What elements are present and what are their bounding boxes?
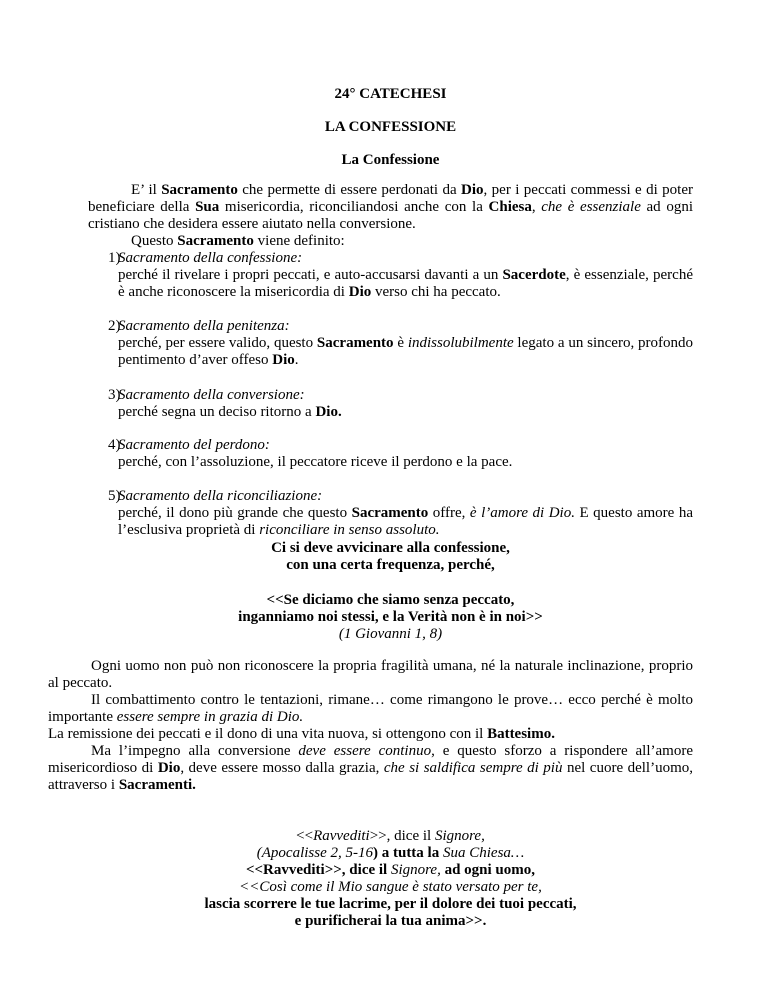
- list-item-title: Sacramento della penitenza:: [118, 318, 290, 334]
- list-number: 4): [108, 437, 121, 453]
- catechesi-number: 24° CATECHESI: [334, 86, 447, 102]
- body-paragraph: Ma l’impegno alla conversione deve essere continuo, e questo sforzo a rispondere all’amore misericordioso di Dio, deve essere mosso dalla grazia, che si saldifica sempre di più nel cuore dell’uomo, attraverso i Sacramenti.: [48, 743, 693, 793]
- list-item-title: Sacramento della riconciliazione:: [118, 488, 323, 504]
- scripture-quote-line: <<Se diciamo che siamo senza peccato,: [266, 592, 515, 608]
- list-number: 1): [108, 250, 121, 266]
- intro-paragraph: E’ il Sacramento che permette di essere perdonati da Dio, per i peccati commessi e di poter beneficiare della Sua misericordia, riconciliandosi anche con la Chiesa, che è essenziale ad ogni cristiano che desidera essere aiutato nella conversione.: [88, 182, 694, 232]
- definition-intro: Questo Sacramento viene definito:: [131, 233, 345, 249]
- list-number: 2): [108, 318, 121, 334]
- list-item: 5) Sacramento della riconciliazione: perché, il dono più grande che questo Sacramento offre, è l’amore di Dio. E questo amore ha l’esclusiva proprietà di riconciliare in senso assoluto.: [108, 488, 693, 538]
- list-number: 5): [108, 488, 121, 504]
- closing-quote-line: e purificherai la tua anima>>.: [294, 913, 487, 929]
- list-item: 2) Sacramento della penitenza: perché, per essere valido, questo Sacramento è indissolubilmente legato a un sincero, profondo pentimento d’aver offeso Dio.: [108, 318, 693, 368]
- body-paragraph: Il combattimento contro le tentazioni, rimane… come rimangono le prove… ecco perché è molto importante essere sempre in grazia di Dio.: [48, 692, 693, 725]
- list-item-title: Sacramento del perdono:: [118, 437, 270, 453]
- section-subtitle: La Confessione: [341, 152, 440, 168]
- closing-quote-line: (Apocalisse 2, 5-16) a tutta la Sua Chiesa…: [256, 845, 525, 861]
- closing-quote-line: <<Ravvediti>>, dice il Signore, ad ogni uomo,: [245, 862, 536, 878]
- list-item: 3) Sacramento della conversione: perché segna un deciso ritorno a Dio.: [108, 387, 342, 420]
- closing-quote-line: <<Così come il Mio sangue è stato versato per te,: [239, 879, 542, 895]
- closing-quote-line: lascia scorrere le tue lacrime, per il dolore dei tuoi peccati,: [204, 896, 577, 912]
- scripture-quote-line: inganniamo noi stessi, e la Verità non è in noi>>: [238, 609, 543, 625]
- list-item-title: Sacramento della confessione:: [118, 250, 303, 266]
- list-item: 4) Sacramento del perdono: perché, con l’assoluzione, il peccatore riceve il perdono e la pace.: [108, 437, 513, 470]
- document-title: LA CONFESSIONE: [324, 119, 457, 135]
- list-item-title: Sacramento della conversione:: [118, 387, 305, 403]
- body-paragraph: La remissione dei peccati e il dono di una vita nuova, si ottengono con il Battesimo.: [48, 726, 555, 742]
- list-number: 3): [108, 387, 121, 403]
- exhortation-line: Ci si deve avvicinare alla confessione,: [271, 540, 510, 556]
- exhortation-line: con una certa frequenza, perché,: [286, 557, 495, 573]
- scripture-reference: (1 Giovanni 1, 8): [338, 626, 443, 642]
- list-item: 1) Sacramento della confessione: perché il rivelare i propri peccati, e auto-accusarsi davanti a un Sacerdote, è essenziale, perché è anche riconoscere la misericordia di Dio verso chi ha peccato.: [108, 250, 693, 300]
- closing-quote-line: <<Ravvediti>>, dice il Signore,: [296, 828, 485, 844]
- body-paragraph: Ogni uomo non può non riconoscere la propria fragilità umana, né la naturale inclinazione, proprio al peccato.: [48, 658, 693, 691]
